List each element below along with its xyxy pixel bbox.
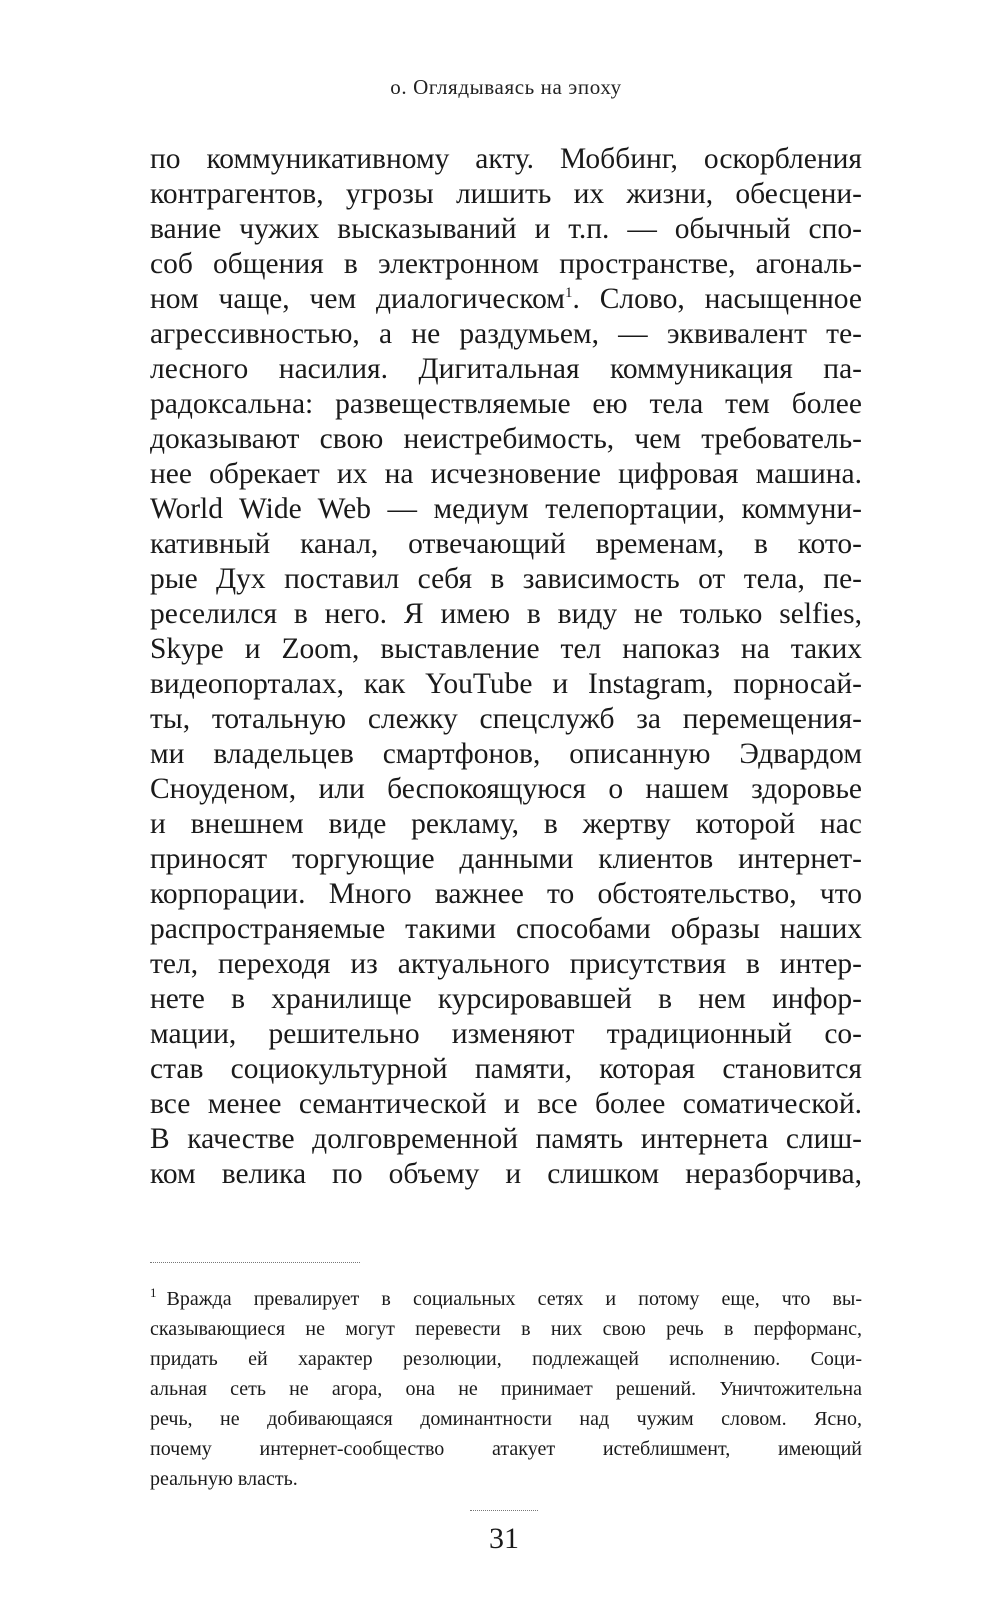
- body-line: соб общения в электронном пространстве, агональ-: [150, 248, 862, 280]
- body-line: радоксальна: развеществляемые ею тела тем более: [150, 388, 862, 420]
- body-line: по коммуникативному акту. Моббинг, оскорбления: [150, 143, 862, 175]
- footnote-line-text: Вражда превалирует в социальных сетях и потому еще, что вы-: [166, 1288, 862, 1310]
- body-line: став социокультурной памяти, которая становится: [150, 1053, 862, 1085]
- body-line: нее обрекает их на исчезновение цифровая машина.: [150, 458, 862, 490]
- body-line-tail: . Слово, насыщенное: [572, 283, 862, 315]
- body-line: рые Дух поставил себя в зависимость от тела, пе-: [150, 563, 862, 595]
- body-line: ми владельцев смартфонов, описанную Эдвардом: [150, 738, 862, 770]
- body-line: агрессивностью, а не раздумьем, — эквивалент те-: [150, 318, 862, 350]
- body-line-with-footnote-ref: [150, 282, 862, 317]
- body-line: доказывают свою неистребимость, чем требователь-: [150, 423, 862, 455]
- running-head: о. Оглядываясь на эпоху: [390, 75, 622, 99]
- body-line: мации, решительно изменяют традиционный со-: [150, 1018, 862, 1050]
- footnote-marker: 1: [150, 1285, 157, 1301]
- body-line: Skype и Zoom, выставление тел напоказ на таких: [150, 633, 862, 665]
- body-line: корпорации. Много важнее то обстоятельство, что: [150, 878, 862, 910]
- body-line: контрагентов, угрозы лишить их жизни, обесцени-: [150, 178, 862, 210]
- footnote-line: альная сеть не агора, она не принимает решений. Уничтожительна: [150, 1378, 862, 1400]
- body-line-head: ном чаще, чем диалогическом: [150, 283, 565, 315]
- footnote-line-first: [150, 1284, 862, 1314]
- footnote-line: сказывающиеся не могут перевести в них свою речь в перформанс,: [150, 1318, 862, 1340]
- body-line: распространяемые такими способами образы наших: [150, 913, 862, 945]
- page-number-divider: [470, 1510, 538, 1511]
- body-line: ком велика по объему и слишком неразборчива,: [150, 1158, 862, 1190]
- body-line: реселился в него. Я имею в виду не только selfies,: [150, 598, 862, 630]
- footnote-line: речь, не добивающаяся доминантности над чужим словом. Ясно,: [150, 1408, 862, 1430]
- footnote: [150, 1284, 862, 1494]
- body-line: тел, переходя из актуального присутствия в интер-: [150, 948, 862, 980]
- body-text: [150, 142, 862, 1192]
- body-line: нете в хранилище курсировавшей в нем инфор-: [150, 983, 862, 1015]
- body-line: В качестве долговременной память интернета слиш-: [150, 1123, 862, 1155]
- footnote-divider: [150, 1262, 360, 1263]
- body-line: кативный канал, отвечающий временам, в кото-: [150, 528, 862, 560]
- body-line: вание чужих высказываний и т.п. — обычный спо-: [150, 213, 862, 245]
- body-line: и внешнем виде рекламу, в жертву которой нас: [150, 808, 862, 840]
- page-number: 31: [489, 1522, 519, 1555]
- footnote-line: придать ей характер резолюции, подлежащей исполнению. Соци-: [150, 1348, 862, 1370]
- body-line: ты, тотальную слежку спецслужб за перемещения-: [150, 703, 862, 735]
- footnote-reference[interactable]: 1: [564, 285, 573, 302]
- footnote-line: почему интернет-сообщество атакует истеблишмент, имеющий: [150, 1438, 862, 1460]
- footnote-line: реальную власть.: [150, 1468, 298, 1490]
- body-line: все менее семантической и все более соматической.: [150, 1088, 862, 1120]
- body-line: Сноуденом, или беспокоящуюся о нашем здоровье: [150, 773, 862, 805]
- body-line: видеопорталах, как YouTube и Instagram, порносай-: [150, 668, 862, 700]
- body-line: лесного насилия. Дигитальная коммуникация па-: [150, 353, 862, 385]
- body-line: приносят торгующие данными клиентов интернет-: [150, 843, 862, 875]
- body-line: World Wide Web — медиум телепортации, коммуни-: [150, 493, 862, 525]
